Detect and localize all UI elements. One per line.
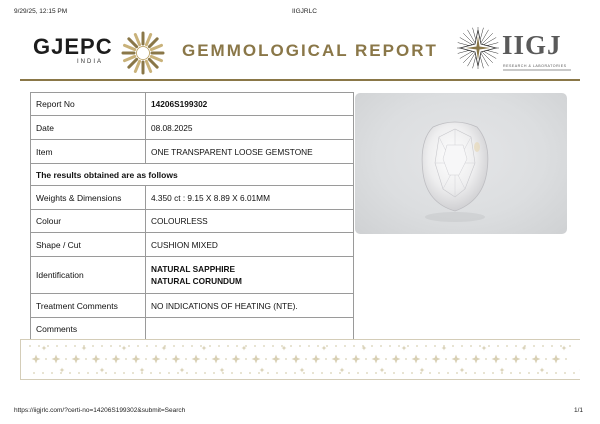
row-report-no [31,93,354,116]
row-colour [31,210,354,233]
row-results-heading [31,164,354,186]
report-no-value: 14206S199302 [146,93,354,116]
date-label: Date [31,116,146,140]
weight-label: Weights & Dimensions [31,186,146,210]
weight-value: 4.350 ct : 9.15 X 8.89 X 6.01MM [146,186,354,210]
item-value: ONE TRANSPARENT LOOSE GEMSTONE [146,140,354,164]
iigj-logo-sub: RESEARCH & LABORATORIES [503,64,567,68]
report-no-label: Report No [31,93,146,116]
report-table [30,92,354,340]
date-value: 08.08.2025 [146,116,354,140]
iigj-logo [456,24,576,76]
identification-line-1: NATURAL SAPPHIRE [151,264,236,274]
row-weight [31,186,354,210]
gjepc-logo-word: GJEPC [33,34,113,59]
comments-label: Comments [31,318,146,340]
report-title: GEMMOLOGICAL REPORT [182,41,438,60]
gjepc-logo [33,34,168,74]
shape-label: Shape / Cut [31,233,146,257]
iigj-logo-word: IIGJ [502,30,562,60]
shape-value: CUSHION MIXED [146,233,354,257]
comments-value [146,318,354,340]
print-url: https://iigjrlc.com/?certi-no=14206S199302&submit=Search [14,407,186,414]
gjepc-sunburst-icon [121,31,165,75]
footer-pattern-band [20,339,580,380]
results-heading: The results obtained are as follows [31,164,354,186]
row-comments [31,318,354,340]
iigj-star-icon [456,26,500,70]
print-date: 9/29/25, 12:15 PM [14,8,68,15]
row-shape [31,233,354,257]
identification-value [146,257,354,294]
gemstone-photo [355,93,567,234]
treatment-value: NO INDICATIONS OF HEATING (NTE). [146,294,354,318]
header-divider [20,79,580,81]
treatment-label: Treatment Comments [31,294,146,318]
row-identification [31,257,354,294]
print-page-number: 1/1 [574,407,584,414]
iigj-logo-rule [503,69,571,71]
colour-value: COLOURLESS [146,210,354,233]
identification-label: Identification [31,257,146,294]
row-item [31,140,354,164]
item-label: Item [31,140,146,164]
gjepc-logo-sub: INDIA [77,59,104,65]
row-treatment [31,294,354,318]
print-title: IIGJRLC [292,8,317,15]
identification-line-2: NATURAL CORUNDUM [151,276,242,286]
decorative-sparkle-pattern [20,339,580,380]
colour-label: Colour [31,210,146,233]
gemstone-image [355,93,567,234]
row-date [31,116,354,140]
